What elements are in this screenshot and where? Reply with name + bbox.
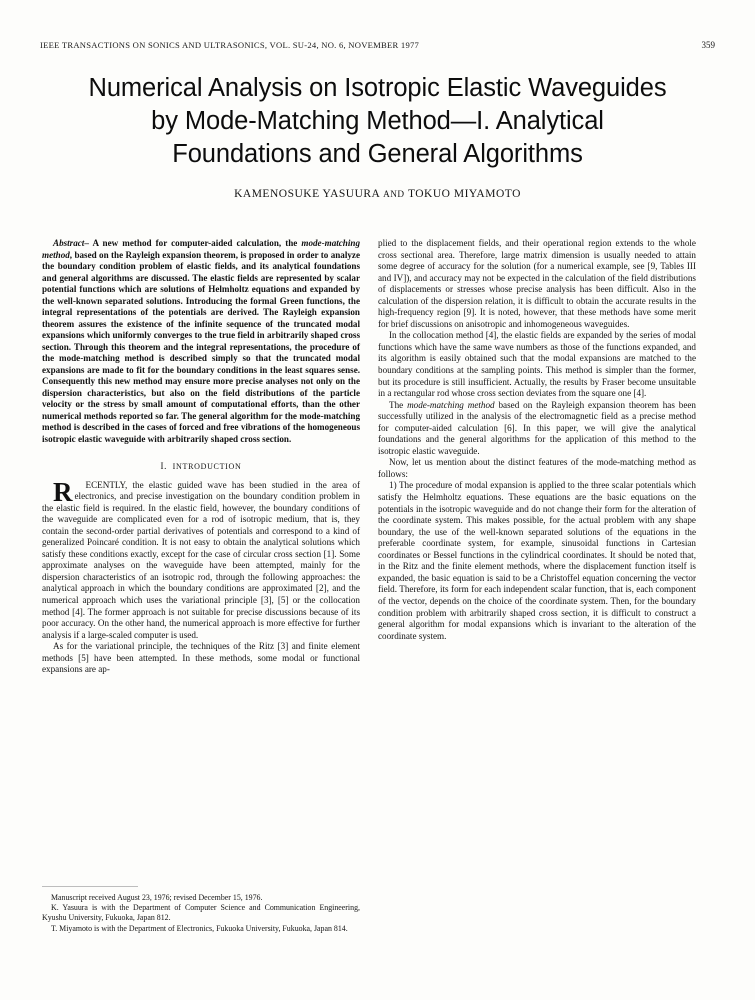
page-number: 359 (701, 40, 715, 50)
intro-paragraph-2: As for the variational principle, the techniques of the Ritz [3] and finite element methods [5] have been attempted. In these methods, some modal or functional expansions are ap- (42, 641, 360, 675)
abstract-dash: – (84, 238, 93, 248)
title-line-2: by Mode-Matching Method—I. Analytical (151, 107, 604, 135)
footnote-author-affiliation-1: K. Yasuura is with the Department of Computer Science and Communication Engineering, Kyushu University, Fukuoka, Japan 812. (42, 903, 360, 923)
author-list (45, 188, 710, 200)
author-name-1: KAMENOSUKE YASUURA (234, 188, 381, 200)
paper-title (45, 72, 710, 171)
left-column (42, 238, 360, 676)
right-paragraph-4: Now, let us mention about the distinct features of the mode-matching method as follows: (378, 457, 696, 479)
abstract-label: Abstract (53, 238, 85, 248)
section-title: INTRODUCTION (172, 462, 242, 471)
running-head (40, 40, 715, 50)
right-paragraph-5: 1) The procedure of modal expansion is applied to the three scalar potentials which satisfy the Helmholtz equations. These equations are the basic equations on the potentials in the isotropic waveguide and do not change their form for the alteration of the coordinate system. This makes possible, for the actual problem with any shape boundary, the use of the well-known separated solutions of the equations in the preferable coordinate system, for example, sinusoidal functions in Cartesian coordinates or Bessel functions in the cylindrical coordinates. It should be noted that, in the Ritz and the finite element methods, where the displacement function itself is expanded, the basic equation is said to be a Christoffel equation concerning the vector field. Therefore, its form for each independent scalar function, that is, each component of the vector, depends on the choice of the coordinate system. Then, for the boundary condition problem with arbitrarily shaped cross section, it is difficult to construct a general algorithm for modal expansions which is invariant to the alteration of the coordinate system. (378, 480, 696, 641)
abstract-paragraph (42, 238, 360, 445)
intro-paragraph-1-text: ECENTLY, the elastic guided wave has been studied in the area of electronics, and precise investigation on the boundary condition problem in the elastic field is required. In the elastic field, however, the boundary conditions of the waveguide are complicated even for a rod of isotropic medium, that is, they contain the second-order partial derivatives of potentials and correspond to a kind of generalized Poincaré condition. It is not easy to obtain the analytical solutions which satisfy these conditions exactly, except for the case of circular cross section [1]. Some approximate analyses on the waveguide have been attempted, mainly for the dispersion characteristics of an isotropic rod, through the following approaches: the analytical approach in which the boundary conditions are approximated [2], and the numerical approach which uses the variational principle [3], [5] or the collocation method [4]. The former approach is not suitable for precise discussions because of its poor accuracy. On the other hand, the numerical approach is more effective for further analysis if a large-scaled computer is used. (42, 479, 360, 640)
abstract-text-a: A new method for computer-aided calculation, the (92, 238, 302, 248)
drop-cap-letter: R (53, 476, 73, 507)
footnote-author-affiliation-2: T. Miyamoto is with the Department of Electronics, Fukuoka University, Fukuoka, Japan 814. (51, 923, 348, 933)
title-line-1: Numerical Analysis on Isotropic Elastic Waveguides (88, 74, 667, 102)
right-paragraph-1: plied to the displacement fields, and their operational region extends to the whole cross sectional area. Therefore, large matrix dimension is usually needed to attain some degree of accuracy for the solution (for a numerical example, see [9, Tables III and IV]), and accuracy may not be expected in the calculation of the field distributions of displacements or stresses whose precise analysis has been difficult. Also in the calculation of the dispersion relation, it is difficult to obtain the accurate results in the high-frequency region [9]. It is noted, however, that these methods have some merit for brief discussions on anisotropic and inhomogeneous waveguides. (378, 238, 696, 329)
right-paragraph-3-text-a: The (389, 399, 408, 410)
right-paragraph-3-text-b: based on the Rayleigh expansion theorem has been successfully utilized in the analysis of the electromagnetic field as a precise method for computer-aided calculation [6]. In this paper, we will give the analytical foundations and the general algorithms for the application of this method to the isotropic elastic waveguide. (378, 399, 696, 456)
right-paragraph-2: In the collocation method [4], the elastic fields are expanded by the series of modal functions which have the same wave numbers as those of the functions expanded, and its algorithm is easily obtained such that the modal expansions are matched to the boundary conditions at the sampling points. This method is simpler than the former, but its procedure is still insufficient. Actually, the results by Fraser become unsuitable in a rectangular rod whose cross section deviates from the square one [4]. (378, 330, 696, 399)
right-column (378, 238, 696, 642)
right-paragraph-3 (378, 400, 696, 458)
footnote-block (42, 893, 360, 934)
intro-paragraph-1 (42, 476, 360, 642)
abstract-text-b: , based on the Rayleigh expansion theorem, is proposed in order to analyze the boundary condition problem of elastic fields, and its analytical foundations and general algorithms are discussed. The elastic fields are represented by scalar potential functions which are solutions of Helmholtz equations and expanded by the well-known separated solutions. Introducing the formal Green functions, the integral representations of the potentials are derived. The Rayleigh expansion theorem assures the existence of the infinite sequence of the truncated modal expansions which uniformly converges to the true field in arbitrarily shaped cross section. Through this theorem and the integral representations, the procedure of the mode-matching method is described simply so that the truncated modal expansions are made to fit for the boundary conditions in the least squares sense. Consequently this new method may ensure more precise analyses not only on the dispersion characteristics, but also on the field distributions of the particle velocity or the stress by small amount of computational efforts, than the other numerical methods reported so far. The general algorithm for the mode-matching method is described in the cases of forced and free vibrations of the homogeneous isotropic elastic waveguide with arbitrarily shaped cross section. (42, 249, 360, 444)
footnote-manuscript-dates: Manuscript received August 23, 1976; revised December 15, 1976. (51, 893, 263, 902)
journal-citation-line: IEEE TRANSACTIONS ON SONICS AND ULTRASONICS, VOL. SU-24, NO. 6, NOVEMBER 1977 (40, 40, 420, 50)
section-heading-introduction (42, 461, 360, 473)
abstract-italic-term: mode-matching method (42, 238, 360, 260)
right-paragraph-3-italic-term: mode-matching method (407, 399, 495, 410)
author-conjunction: AND (383, 189, 405, 199)
section-number: I. (160, 461, 167, 471)
author-name-2: TOKUO MIYAMOTO (407, 188, 521, 200)
title-line-3: Foundations and General Algorithms (172, 140, 583, 168)
footnote-separator-rule (42, 886, 138, 887)
